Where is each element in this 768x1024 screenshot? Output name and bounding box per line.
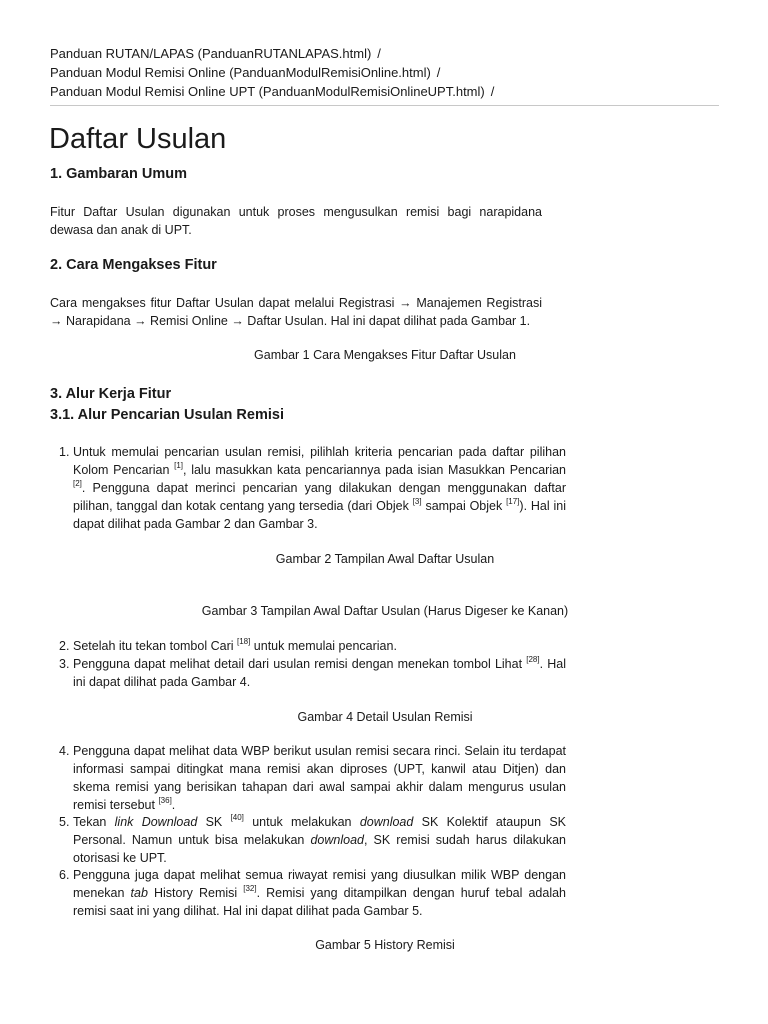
subsection-heading-alur-pencarian: 3.1. Alur Pencarian Usulan Remisi: [50, 407, 284, 423]
breadcrumb-separator: /: [377, 46, 381, 61]
section-heading-gambaran-umum: 1. Gambaran Umum: [50, 166, 187, 182]
breadcrumb-separator: /: [490, 84, 495, 99]
list-item-text: Untuk memulai pencarian usulan remisi, pilihlah kriteria pencarian pada daftar pilihan Kolom Pencarian [1], lalu masukkan kata pencariannya pada isian Masukkan Pencarian [2]. Pengguna dapat merinci pencarian yang dilakukan dengan menggunakan daftar pilihan, tanggal dan kotak centang yang tersedia (dari Objek [3] sampai Objek [17]). Hal ini dapat dilihat pada Gambar 2 dan Gambar 3.: [73, 445, 567, 531]
list-item: [50, 742, 566, 814]
divider: [50, 105, 719, 106]
reference-marker: [36]: [158, 795, 172, 805]
list-item: [50, 655, 566, 691]
list-item: [50, 813, 566, 867]
list-item-text: Pengguna dapat melihat data WBP berikut usulan remisi secara rinci. Selain itu terdapat informasi sampai ditingkat mana remisi akan diproses (UPT, kanwil atau Ditjen) dan skema remisi yang berisikan tahapan dari awal sampai akhir dalam mengurus usulan remisi tersebut [36].: [73, 744, 566, 812]
breadcrumb-link-modul-remisi-upt[interactable]: Panduan Modul Remisi Online UPT (PanduanModulRemisiOnlineUPT.html): [50, 84, 485, 99]
list-number: 2.: [59, 639, 70, 653]
section-paragraph: Fitur Daftar Usulan digunakan untuk proses mengusulkan remisi bagi narapidana dewasa dan anak di UPT.: [50, 205, 542, 237]
reference-marker: [17]: [506, 496, 520, 506]
reference-marker: [2]: [73, 478, 82, 488]
section-heading-alur-kerja: 3. Alur Kerja Fitur: [50, 386, 172, 402]
figure-caption: Gambar 5 History Remisi: [315, 938, 455, 952]
breadcrumb-item: [50, 82, 720, 101]
reference-marker: [28]: [526, 654, 540, 664]
list-item: [50, 443, 566, 533]
list-item-text: Tekan link Download SK [40] untuk melakukan download SK Kolektif ataupun SK Personal. Namun untuk bisa melakukan download, SK remisi sudah harus dilakukan otorisasi ke UPT.: [73, 812, 567, 865]
reference-marker: [3]: [412, 496, 422, 506]
list-number: 6.: [59, 868, 70, 882]
list-item: [50, 866, 566, 920]
breadcrumb-separator: /: [436, 65, 441, 80]
breadcrumb: [50, 44, 720, 101]
section-heading-cara-mengakses: 2. Cara Mengakses Fitur: [50, 257, 217, 273]
figure-caption: Gambar 4 Detail Usulan Remisi: [297, 710, 473, 724]
figure-caption: Gambar 2 Tampilan Awal Daftar Usulan: [275, 552, 495, 566]
list-item: [50, 637, 566, 655]
figure-caption: Gambar 1 Cara Mengakses Fitur Daftar Usulan: [254, 348, 516, 362]
list-number: 5.: [59, 815, 70, 829]
reference-marker: [18]: [236, 636, 251, 646]
section-paragraph: Cara mengakses fitur Daftar Usulan dapat melalui Registrasi → Manajemen Registrasi → Narapidana → Remisi Online → Daftar Usulan. Hal ini dapat dilihat pada Gambar 1.: [50, 296, 542, 328]
list-item-text: Pengguna juga dapat melihat semua riwayat remisi yang diusulkan milik WBP dengan menekan tab History Remisi [32]. Remisi yang ditampilkan dengan huruf tebal adalah remisi saat ini yang dilihat. Hal ini dapat dilihat pada Gambar 5.: [73, 868, 567, 918]
list-item-text: Pengguna dapat melihat detail dari usulan remisi dengan menekan tombol Lihat [28]. Hal ini dapat dilihat pada Gambar 4.: [73, 654, 566, 689]
list-number: 4.: [59, 744, 70, 758]
figure-caption: Gambar 3 Tampilan Awal Daftar Usulan (Harus Digeser ke Kanan): [201, 604, 569, 618]
list-number: 1.: [59, 445, 70, 459]
reference-marker: [32]: [243, 883, 257, 893]
reference-marker: [40]: [230, 812, 244, 822]
breadcrumb-item: [50, 63, 720, 82]
breadcrumb-item: [50, 44, 720, 63]
reference-marker: [1]: [174, 460, 184, 470]
list-number: 3.: [59, 657, 70, 671]
page-title: Daftar Usulan: [49, 123, 227, 155]
breadcrumb-link-modul-remisi[interactable]: Panduan Modul Remisi Online (PanduanModulRemisiOnline.html): [50, 65, 431, 80]
list-item-text: Setelah itu tekan tombol Cari [18] untuk memulai pencarian.: [73, 636, 397, 653]
breadcrumb-link-rutan-lapas[interactable]: Panduan RUTAN/LAPAS (PanduanRUTANLAPAS.html): [50, 46, 372, 61]
